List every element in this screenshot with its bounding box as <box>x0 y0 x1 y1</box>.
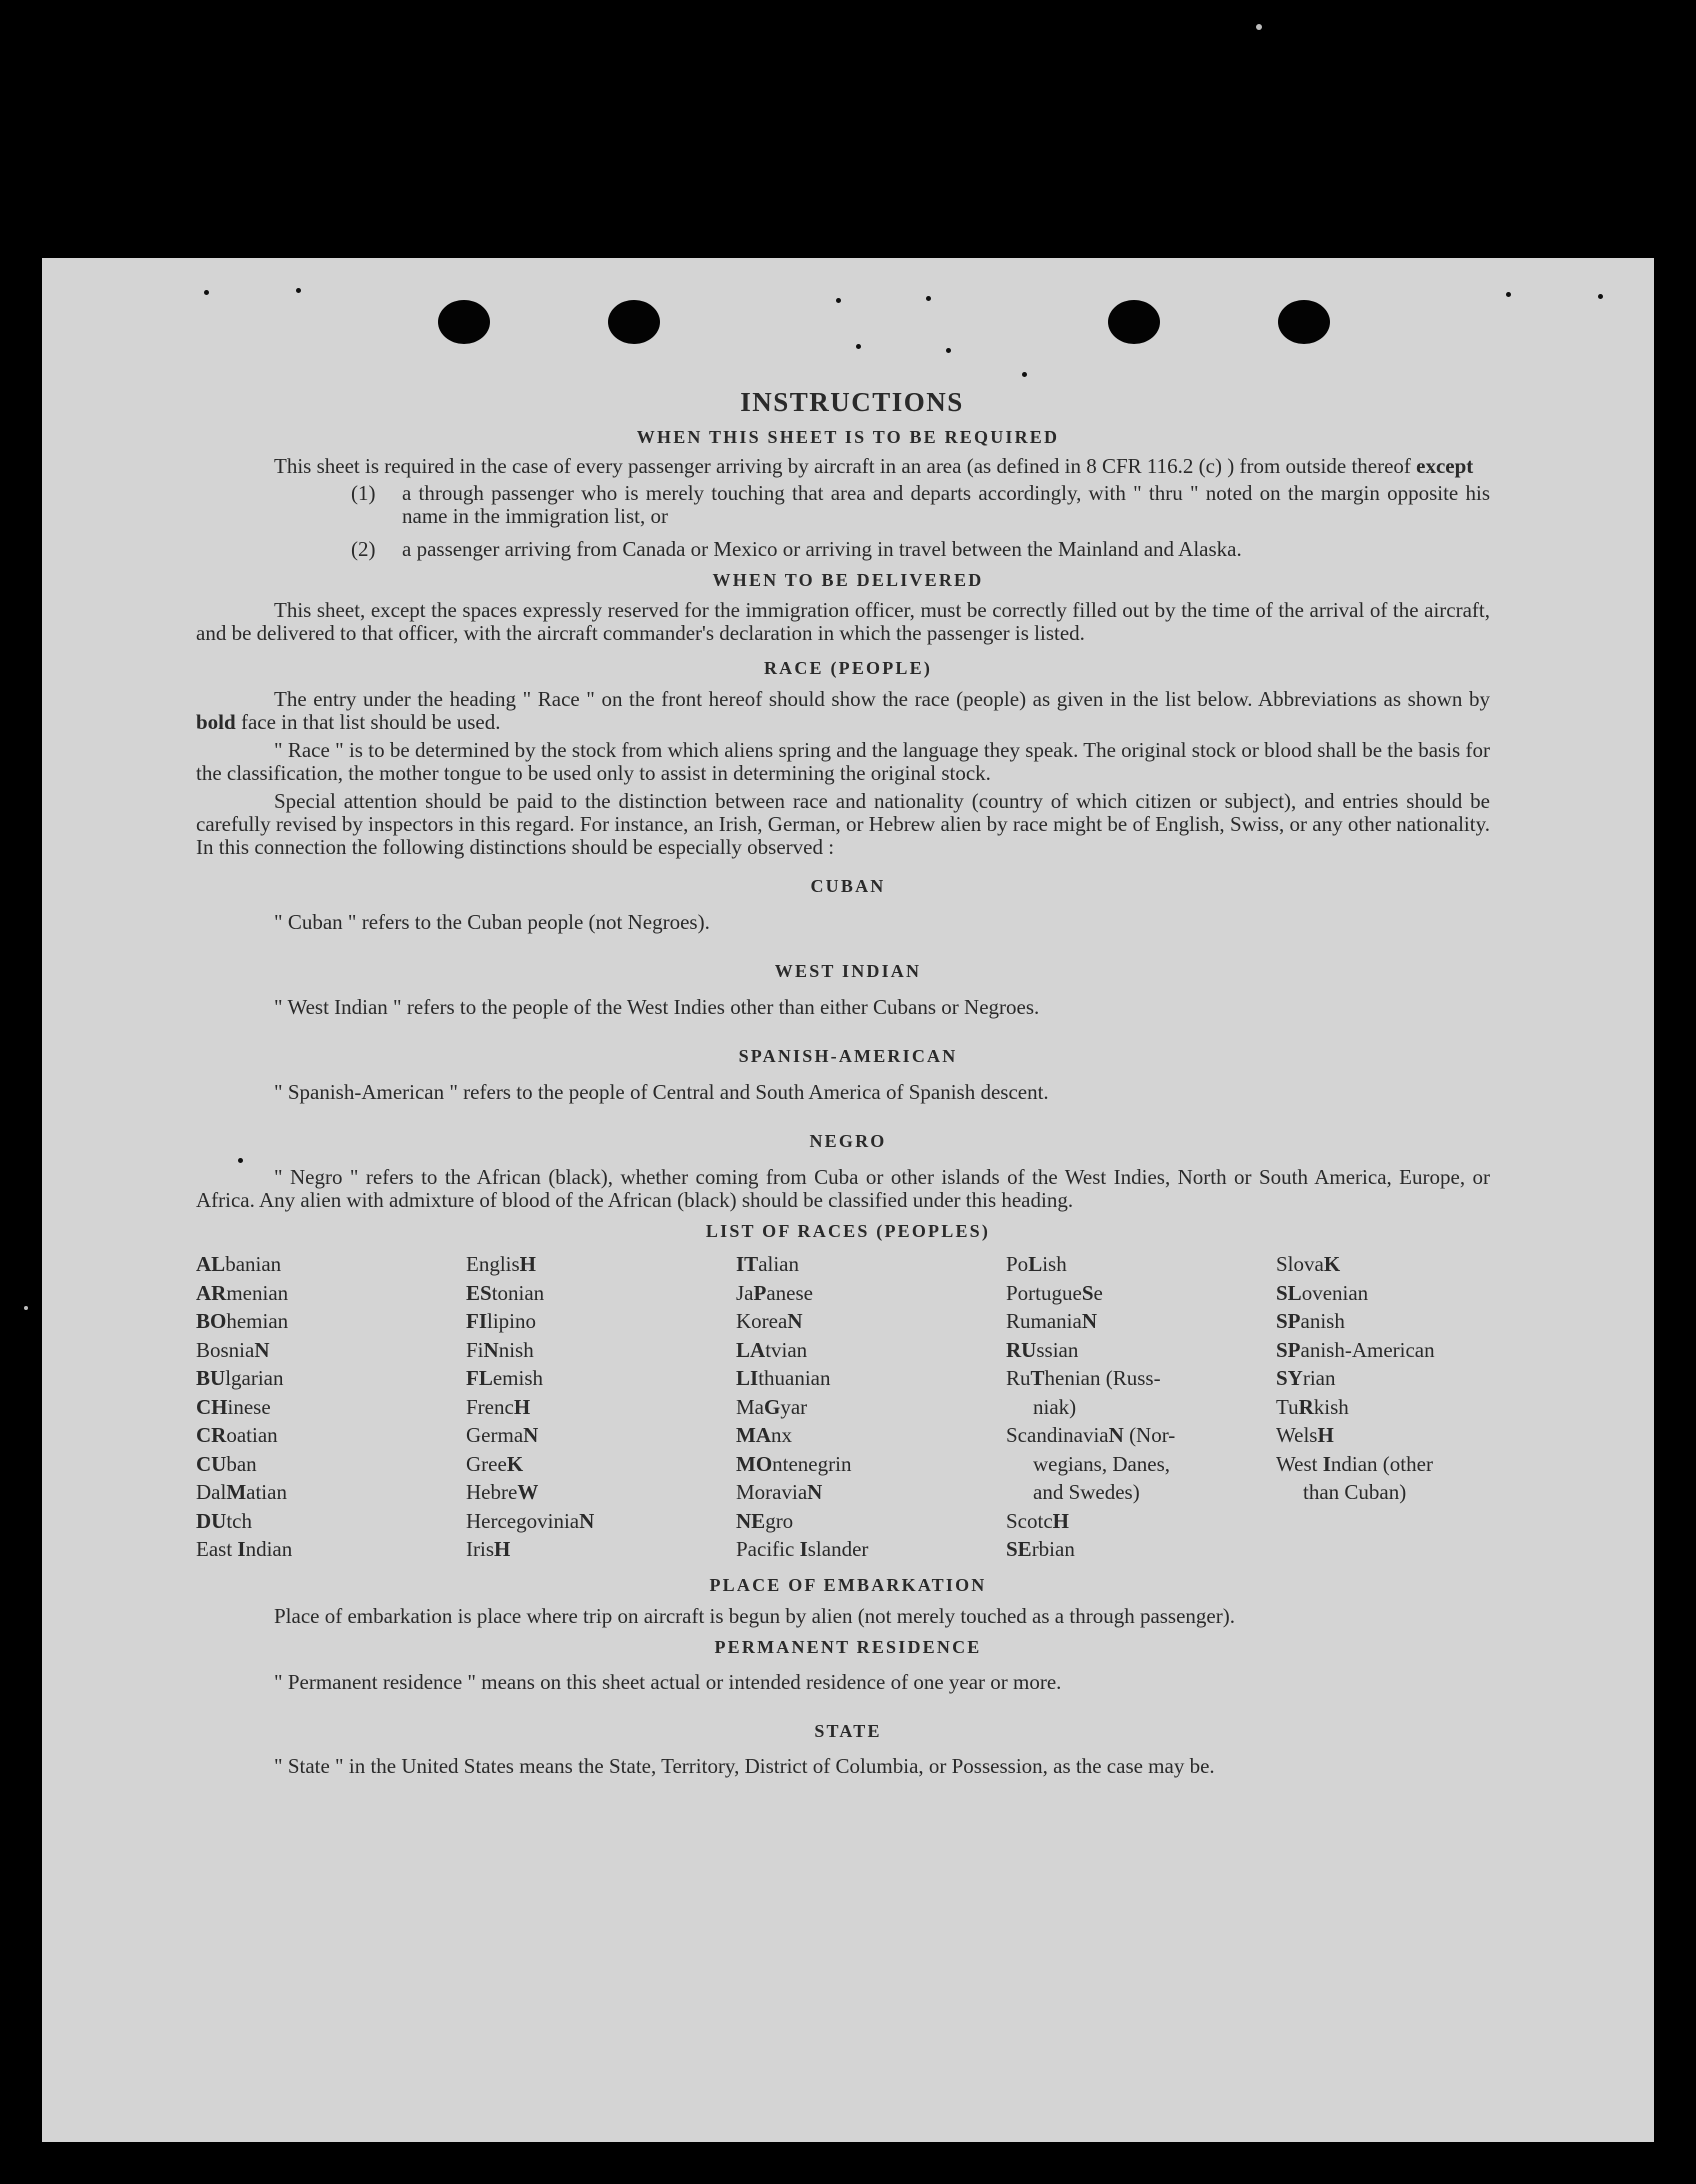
race-abbrev-letters: IT <box>736 1252 759 1276</box>
race-abbrev-letters: L <box>1028 1252 1043 1276</box>
race-name-letters: Scotc <box>1006 1508 1053 1533</box>
punch-hole <box>1108 300 1160 344</box>
race-name-letters: and Swedes) <box>1033 1480 1140 1504</box>
race-entry <box>736 1307 1006 1336</box>
race-name-letters: ndian <box>245 1537 293 1561</box>
heading-permanent-residence: PERMANENT RESIDENCE <box>714 1636 982 1657</box>
race-name-letters: Scandinavia <box>1006 1423 1109 1447</box>
race-name-letters: wegians, Danes, <box>1033 1451 1171 1476</box>
race-entry <box>736 1450 1006 1479</box>
race-abbrev-letters: I <box>237 1537 246 1561</box>
required-intro-text: This sheet is required in the case of every passenger arriving by aircraft in an area (as defined in 8 CFR 116.2 (c) ) from outside thereof <box>274 454 1411 478</box>
race-abbrev-letters: N <box>1081 1309 1097 1333</box>
heading-spanish-american: SPANISH-AMERICAN <box>738 1046 958 1066</box>
race-column <box>1276 1250 1490 1564</box>
race-abbrev-letters: H <box>494 1537 511 1561</box>
race-name-letters: oatian <box>226 1423 278 1447</box>
race-entry <box>1276 1336 1490 1365</box>
punch-hole <box>1278 300 1330 344</box>
race-abbrev-letters: H <box>519 1252 537 1276</box>
race-p1-bold: bold <box>196 710 236 734</box>
race-entry <box>466 1450 736 1479</box>
heading-state: STATE <box>814 1720 882 1741</box>
scan-dot <box>856 344 861 349</box>
race-entry <box>466 1393 736 1422</box>
race-abbrev-letters: K <box>506 1451 524 1476</box>
race-entry <box>1276 1393 1490 1422</box>
race-name-letters: Dal <box>196 1480 227 1504</box>
race-abbrev-letters: M <box>226 1480 247 1504</box>
heading-when-delivered: WHEN TO BE DELIVERED <box>712 570 984 590</box>
race-entry <box>466 1421 736 1450</box>
race-entry <box>1006 1450 1276 1479</box>
race-abbrev-letters: MA <box>736 1423 771 1447</box>
cuban-text: " Cuban " refers to the Cuban people (not Negroes). <box>274 910 710 934</box>
race-entry <box>466 1478 736 1507</box>
race-abbrev-letters: N <box>807 1480 823 1504</box>
race-name-letters: niak) <box>1033 1394 1077 1419</box>
race-name-letters: Bosnia <box>196 1337 255 1362</box>
race-abbrev-letters: H <box>1052 1508 1069 1533</box>
race-entry <box>466 1336 736 1365</box>
race-name-letters: slander <box>807 1537 869 1561</box>
race-entry <box>1276 1307 1490 1336</box>
race-name-letters: tch <box>226 1508 252 1533</box>
item-number: (1) <box>351 481 376 505</box>
race-entry <box>1006 1478 1276 1507</box>
race-abbrev-letters: BU <box>196 1366 226 1390</box>
race-name-letters: Fi <box>466 1337 484 1362</box>
heading-list-of-races: LIST OF RACES (PEOPLES) <box>705 1221 991 1241</box>
race-abbrev-letters: AR <box>196 1280 227 1305</box>
list-of-races <box>196 1250 1490 1564</box>
race-name-letters: ban <box>226 1451 257 1476</box>
race-entry <box>1006 1393 1276 1422</box>
race-entry <box>196 1450 466 1479</box>
race-abbrev-letters: S <box>1081 1280 1094 1305</box>
race-entry <box>196 1336 466 1365</box>
race-abbrev-letters: P <box>753 1280 767 1305</box>
race-entry <box>466 1535 736 1564</box>
race-abbrev-letters: BO <box>196 1309 227 1333</box>
race-abbrev-letters: RU <box>1006 1337 1037 1362</box>
race-entry <box>196 1250 466 1279</box>
race-entry <box>196 1279 466 1308</box>
race-column <box>196 1250 466 1564</box>
race-entry <box>1006 1279 1276 1308</box>
scan-dot <box>1022 372 1027 377</box>
race-abbrev-letters: G <box>764 1394 781 1419</box>
race-abbrev-letters: MO <box>736 1451 773 1476</box>
item-text: a passenger arriving from Canada or Mexico or arriving in travel between the Mainland and Alaska. <box>402 537 1242 561</box>
race-entry <box>736 1250 1006 1279</box>
race-abbrev-letters: AL <box>196 1252 226 1276</box>
race-abbrev-letters: W <box>517 1480 539 1504</box>
spanish-american-text: " Spanish-American " refers to the people of Central and South America of Spanish descent. <box>274 1080 1049 1104</box>
race-name-letters: ndian (other <box>1330 1451 1433 1476</box>
race-name-letters: anish-American <box>1300 1337 1435 1362</box>
heading-negro: NEGRO <box>809 1131 887 1151</box>
race-abbrev-letters: CR <box>196 1423 227 1447</box>
race-entry <box>196 1507 466 1536</box>
race-abbrev-letters: N <box>254 1337 270 1362</box>
race-abbrev-letters: SP <box>1276 1337 1301 1362</box>
race-entry <box>196 1393 466 1422</box>
scan-dot <box>1598 294 1603 299</box>
punch-hole <box>438 300 490 344</box>
race-abbrev-letters: CU <box>196 1451 227 1476</box>
race-entry <box>1276 1364 1490 1393</box>
required-item-1 <box>196 482 1490 528</box>
race-entry <box>736 1336 1006 1365</box>
race-name-letters: than Cuban) <box>1303 1480 1407 1504</box>
document-sheet <box>42 258 1654 2142</box>
race-name-letters: Hercegovinia <box>466 1508 580 1533</box>
required-intro <box>196 455 1490 478</box>
race-entry <box>1006 1307 1276 1336</box>
race-abbrev-letters: N <box>483 1337 499 1362</box>
required-intro-bold: except <box>1416 454 1474 478</box>
race-name-letters: gro <box>765 1508 794 1533</box>
race-entry <box>736 1478 1006 1507</box>
race-name-letters: hemian <box>226 1309 289 1333</box>
race-entry <box>736 1421 1006 1450</box>
heading-place-of-embarkation: PLACE OF EMBARKATION <box>709 1574 987 1595</box>
scan-dot <box>946 348 951 353</box>
scan-dot <box>204 290 209 295</box>
race-entry <box>1276 1279 1490 1308</box>
embarkation-text: Place of embarkation is place where trip on aircraft is begun by alien (not merely touched as a through passenger). <box>274 1603 1235 1628</box>
race-name-letters: Frenc <box>466 1394 514 1419</box>
race-name-letters: ssian <box>1036 1337 1079 1362</box>
race-name-letters: Wels <box>1276 1423 1318 1447</box>
race-abbrev-letters: SE <box>1006 1537 1032 1561</box>
race-entry <box>736 1279 1006 1308</box>
race-entry <box>736 1507 1006 1536</box>
race-entry <box>466 1507 736 1536</box>
race-name-letters: ntenegrin <box>772 1451 852 1476</box>
race-entry <box>1006 1421 1276 1450</box>
race-entry <box>196 1535 466 1564</box>
page-title: INSTRUCTIONS <box>740 387 964 417</box>
race-column <box>1006 1250 1276 1564</box>
race-name-letters: Ja <box>736 1280 754 1305</box>
race-paragraph-1 <box>196 688 1490 734</box>
race-name-letters: yar <box>780 1394 808 1419</box>
race-name-letters: inese <box>227 1394 271 1419</box>
item-text: a through passenger who is merely touching that area and departs accordingly, with " thru " noted on the margin opposite his name in the immigration list, or <box>402 481 1490 528</box>
race-name-letters: tonian <box>491 1280 545 1305</box>
race-entry <box>1006 1250 1276 1279</box>
race-paragraph-3: Special attention should be paid to the distinction between race and nationality (country of which citizen or subject), and entries should be carefully revised by inspectors in this regard. For instance, an Irish, German, or Hebrew alien by race might be of English, Swiss, or any other nationality. In this connection the following distinctions should be especially observed : <box>196 789 1490 859</box>
race-abbrev-letters: FI <box>466 1309 487 1333</box>
race-name-letters: Slova <box>1276 1252 1324 1276</box>
scan-dot <box>836 298 841 303</box>
race-abbrev-letters: I <box>799 1537 808 1561</box>
race-abbrev-letters: SL <box>1276 1280 1302 1305</box>
instructions-content <box>196 384 1490 1778</box>
race-entry <box>1006 1535 1276 1564</box>
race-entry <box>1276 1450 1490 1479</box>
race-name-letters: henian (Russ- <box>1044 1366 1161 1390</box>
race-entry <box>466 1364 736 1393</box>
race-paragraph-2: " Race " is to be determined by the stock from which aliens spring and the language they speak. The original stock or blood shall be the basis for the classification, the mother tongue to be used only to assist in determining the original stock. <box>196 738 1490 785</box>
race-entry <box>736 1535 1006 1564</box>
race-name-letters: thuanian <box>758 1366 831 1390</box>
race-name-letters: Englis <box>466 1252 520 1276</box>
race-name-letters: Tu <box>1276 1394 1299 1419</box>
race-name-letters: Moravia <box>736 1480 808 1504</box>
race-name-letters: rian <box>1302 1366 1336 1390</box>
heading-when-required: WHEN THIS SHEET IS TO BE REQUIRED <box>636 427 1060 447</box>
race-column <box>736 1250 1006 1564</box>
race-name-letters: nish <box>498 1337 534 1362</box>
race-name-letters: Rumania <box>1006 1309 1082 1333</box>
required-item-2 <box>196 538 1490 561</box>
race-entry <box>1006 1507 1276 1536</box>
race-abbrev-letters: H <box>513 1394 531 1419</box>
race-name-letters: anish <box>1300 1309 1345 1333</box>
race-name-letters: East <box>196 1537 238 1561</box>
race-abbrev-letters: CH <box>196 1394 228 1419</box>
race-abbrev-letters: LI <box>736 1366 759 1390</box>
race-abbrev-letters: N <box>787 1309 803 1333</box>
race-entry <box>736 1393 1006 1422</box>
west-indian-text: " West Indian " refers to the people of the West Indies other than either Cubans or Negroes. <box>274 995 1040 1019</box>
background-speck <box>1256 24 1262 30</box>
race-abbrev-letters: SP <box>1276 1309 1301 1333</box>
race-name-letters: alian <box>758 1252 799 1276</box>
race-abbrev-letters: LA <box>736 1337 766 1362</box>
race-abbrev-letters: N <box>523 1423 539 1447</box>
race-entry <box>196 1307 466 1336</box>
race-name-letters: Portugue <box>1006 1280 1082 1305</box>
race-entry <box>466 1279 736 1308</box>
race-abbrev-letters: DU <box>196 1508 227 1533</box>
race-name-letters: Germa <box>466 1423 524 1447</box>
race-entry <box>196 1364 466 1393</box>
race-abbrev-letters: N <box>579 1508 595 1533</box>
race-abbrev-letters: FL <box>466 1366 493 1390</box>
race-entry <box>1276 1421 1490 1450</box>
item-number: (2) <box>351 537 376 561</box>
race-name-letters: (Nor- <box>1123 1423 1176 1447</box>
race-name-letters: Po <box>1006 1252 1029 1276</box>
punch-hole <box>608 300 660 344</box>
race-abbrev-letters: I <box>1322 1451 1331 1476</box>
race-name-letters: e <box>1093 1280 1103 1305</box>
heading-cuban: CUBAN <box>810 876 886 896</box>
race-name-letters: tvian <box>765 1337 808 1362</box>
race-name-letters: Iris <box>466 1537 494 1561</box>
race-name-letters: atian <box>246 1480 287 1504</box>
race-abbrev-letters: N <box>1108 1423 1124 1447</box>
race-entry <box>1276 1250 1490 1279</box>
race-entry <box>1006 1336 1276 1365</box>
race-abbrev-letters: T <box>1030 1366 1045 1390</box>
race-abbrev-letters: ES <box>466 1280 492 1305</box>
race-column <box>466 1250 736 1564</box>
race-name-letters: Korea <box>736 1309 788 1333</box>
race-name-letters: anese <box>766 1280 813 1305</box>
race-name-letters: banian <box>225 1252 282 1276</box>
race-name-letters: lipino <box>487 1309 537 1333</box>
residence-text: " Permanent residence " means on this sheet actual or intended residence of one year or more. <box>274 1669 1062 1694</box>
race-p1-post: face in that list should be used. <box>240 710 501 734</box>
race-name-letters: Pacific <box>736 1537 800 1561</box>
race-name-letters: Hebre <box>466 1480 518 1504</box>
race-name-letters: menian <box>226 1280 289 1305</box>
delivered-text: This sheet, except the spaces expressly reserved for the immigration officer, must be correctly filled out by the time of the arrival of the aircraft, and be delivered to that officer, with the aircraft commander's declaration in which the passenger is listed. <box>196 598 1490 645</box>
race-name-letters: rbian <box>1031 1537 1075 1561</box>
race-abbrev-letters: H <box>1317 1423 1334 1447</box>
heading-west-indian: WEST INDIAN <box>774 961 922 981</box>
race-name-letters: emish <box>492 1366 544 1390</box>
race-name-letters: Ru <box>1006 1366 1031 1390</box>
background-speck <box>24 1306 28 1310</box>
race-name-letters: ovenian <box>1301 1280 1369 1305</box>
scan-dot <box>1506 292 1511 297</box>
race-entry <box>736 1364 1006 1393</box>
race-entry <box>466 1250 736 1279</box>
race-abbrev-letters: SY <box>1276 1366 1303 1390</box>
race-abbrev-letters: R <box>1298 1394 1314 1419</box>
race-name-letters: nx <box>771 1423 792 1447</box>
race-name-letters: lgarian <box>225 1366 284 1390</box>
state-text: " State " in the United States means the State, Territory, District of Columbia, or Possession, as the case may be. <box>274 1753 1215 1778</box>
race-p1-text: The entry under the heading " Race " on the front hereof should show the race (people) as given in the list below. Abbreviations as shown by <box>274 687 1490 711</box>
race-name-letters: Gree <box>466 1451 507 1476</box>
race-entry <box>196 1478 466 1507</box>
race-abbrev-letters: NE <box>736 1508 766 1533</box>
scan-dot <box>296 288 301 293</box>
race-name-letters: West <box>1276 1451 1323 1476</box>
race-entry <box>1006 1364 1276 1393</box>
race-name-letters: ish <box>1042 1252 1067 1276</box>
race-entry <box>196 1421 466 1450</box>
race-name-letters: kish <box>1313 1394 1349 1419</box>
scan-dot <box>926 296 931 301</box>
negro-text: " Negro " refers to the African (black), whether coming from Cuba or other islands of the West Indies, North or South America, Europe, or Africa. Any alien with admixture of blood of the African (black) should be classified under this heading. <box>196 1165 1490 1212</box>
race-abbrev-letters: K <box>1323 1252 1341 1276</box>
race-entry <box>1276 1478 1490 1507</box>
race-entry <box>466 1307 736 1336</box>
race-name-letters: Ma <box>736 1394 764 1419</box>
heading-race: RACE (PEOPLE) <box>763 658 933 678</box>
